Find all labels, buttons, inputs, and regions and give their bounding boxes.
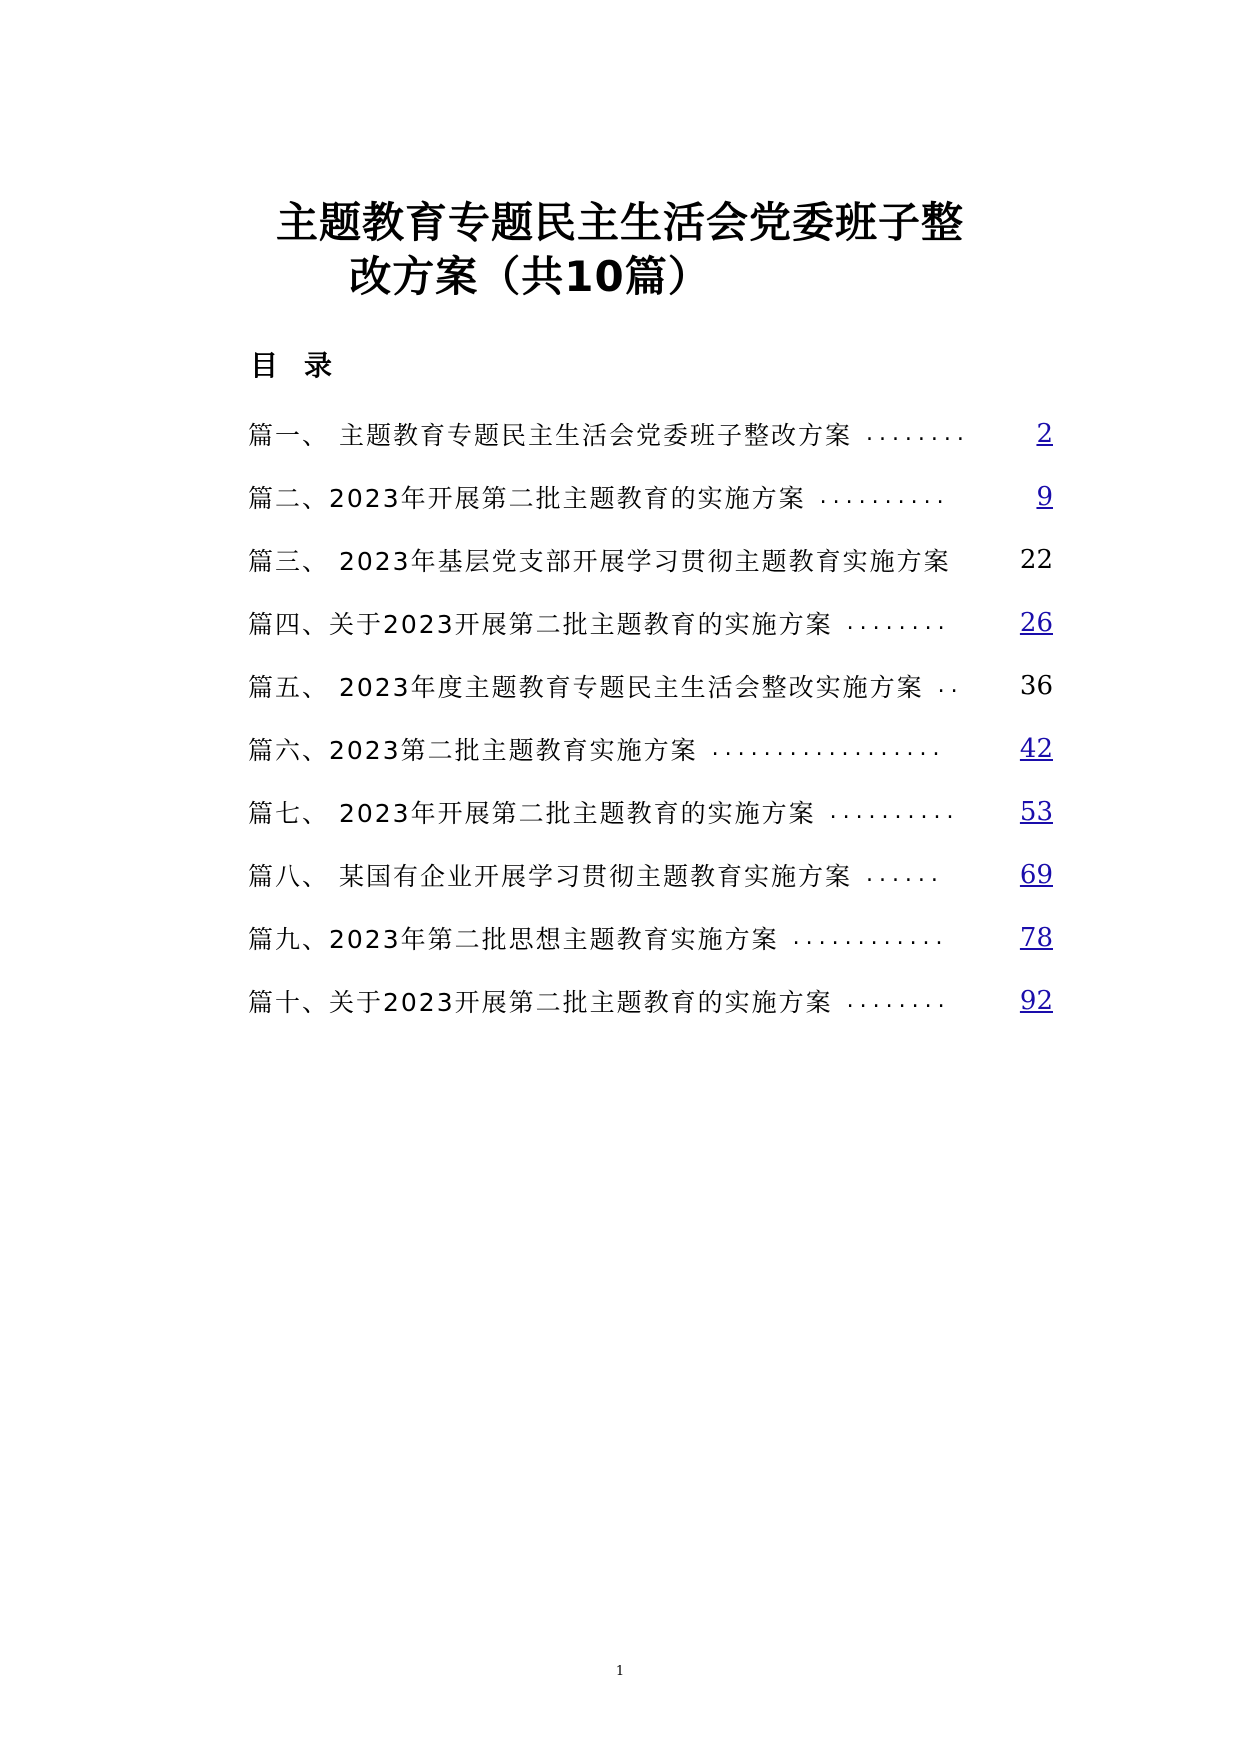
toc-item[interactable]	[248, 780, 1053, 843]
toc-page-number[interactable]: 78	[1019, 922, 1053, 953]
toc-item-label: 篇五、 2023年度主题教育专题民主生活会整改实施方案	[248, 672, 924, 702]
toc-leader-dots: ........	[846, 988, 951, 1013]
toc-item[interactable]	[248, 465, 1053, 528]
toc-item-label: 篇十、关于2023开展第二批主题教育的实施方案	[248, 987, 833, 1017]
toc-page-number: 36	[1019, 670, 1053, 701]
toc-page-number[interactable]: 92	[1019, 985, 1053, 1016]
toc-leader-dots: ........	[865, 421, 970, 446]
toc-leader-dots: ..........	[819, 484, 950, 509]
toc-leader-dots: ..................	[711, 736, 946, 761]
toc-item[interactable]	[248, 528, 1053, 591]
document-title-line-2: 改方案（共10篇）	[349, 252, 711, 301]
toc-item-label: 篇六、2023第二批主题教育实施方案	[248, 735, 698, 765]
toc-item-label: 篇一、 主题教育专题民主生活会党委班子整改方案	[248, 420, 852, 450]
toc-item-label: 篇八、 某国有企业开展学习贯彻主题教育实施方案	[248, 861, 852, 891]
toc-item-label: 篇九、2023年第二批思想主题教育实施方案	[248, 924, 779, 954]
toc-leader-dots: ..........	[829, 799, 960, 824]
toc-page-number[interactable]: 42	[1019, 733, 1053, 764]
toc-item-label: 篇四、关于2023开展第二批主题教育的实施方案	[248, 609, 833, 639]
toc-item-label: 篇二、2023年开展第二批主题教育的实施方案	[248, 483, 806, 513]
footer-page-number: 1	[615, 1664, 625, 1679]
toc-item[interactable]	[248, 717, 1053, 780]
toc-item[interactable]	[248, 402, 1053, 465]
toc-leader-dots: ..	[937, 673, 964, 698]
toc-page-number[interactable]: 9	[1036, 481, 1053, 512]
toc-item[interactable]	[248, 906, 1053, 969]
toc-page-number[interactable]: 53	[1019, 796, 1053, 827]
toc-page-number[interactable]: 2	[1036, 418, 1053, 449]
toc-item-label: 篇七、 2023年开展第二批主题教育的实施方案	[248, 798, 816, 828]
toc-page-number[interactable]: 69	[1019, 859, 1053, 890]
document-title-line-1: 主题教育专题民主生活会党委班子整	[275, 198, 964, 247]
table-of-contents	[248, 402, 1053, 1032]
toc-leader-dots: ............	[792, 925, 949, 950]
toc-leader-dots: ........	[846, 610, 951, 635]
toc-item-label: 篇三、 2023年基层党支部开展学习贯彻主题教育实施方案	[248, 546, 951, 576]
toc-item[interactable]	[248, 969, 1053, 1032]
toc-page-number: 22	[1019, 544, 1053, 575]
toc-item[interactable]	[248, 843, 1053, 906]
toc-item[interactable]	[248, 591, 1053, 654]
toc-page-number[interactable]: 26	[1019, 607, 1053, 638]
toc-heading: 目录	[250, 349, 359, 382]
toc-leader-dots: ......	[865, 862, 944, 887]
toc-item[interactable]	[248, 654, 1053, 717]
